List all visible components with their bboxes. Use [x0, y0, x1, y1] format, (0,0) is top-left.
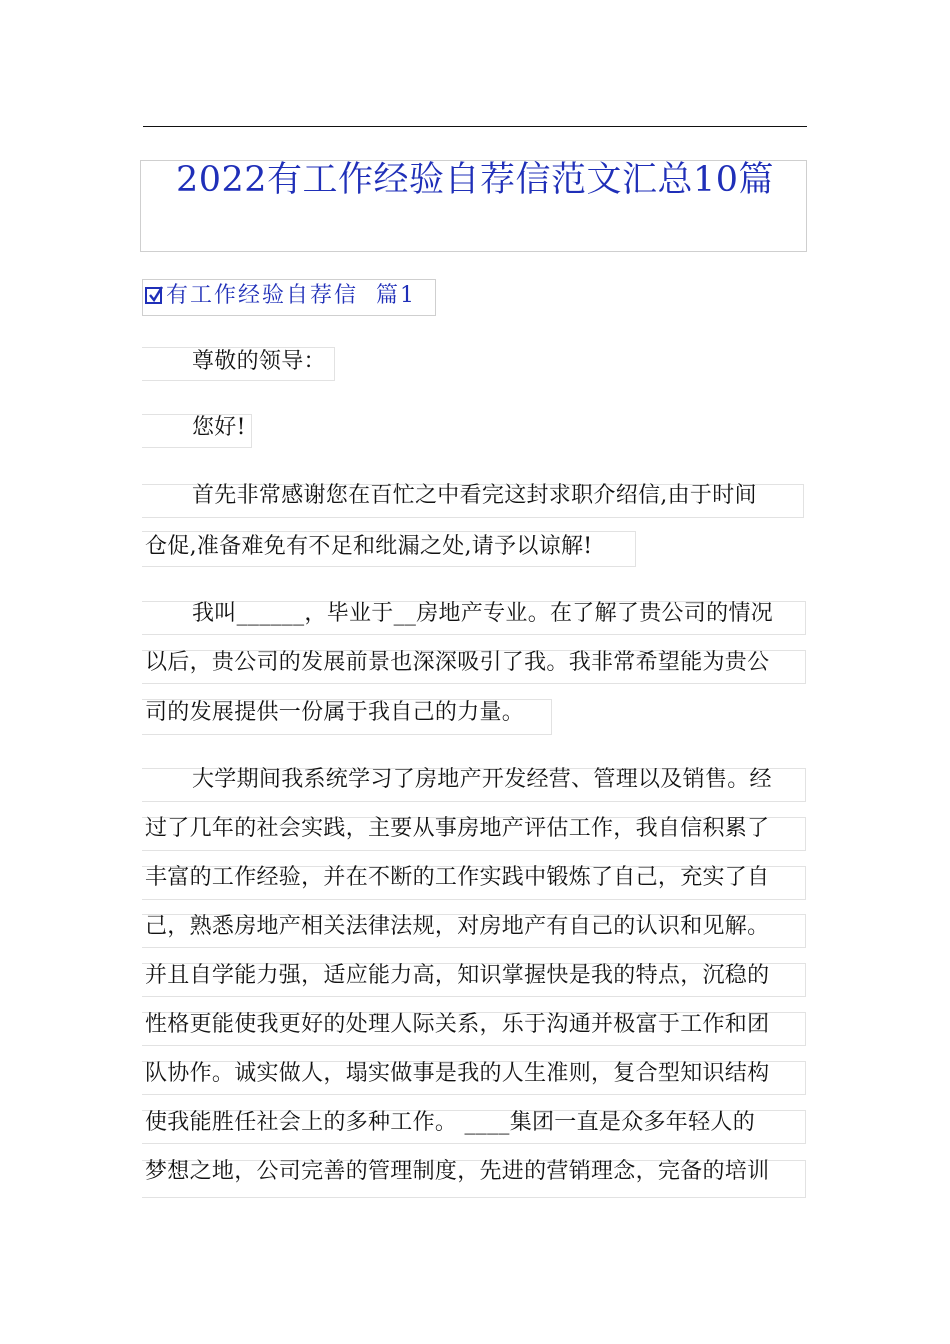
section-heading: 有工作经验自荐信 篇1 [166, 283, 416, 308]
salutation: 尊敬的领导： [192, 349, 326, 374]
paragraph-3-line: 丰富的工作经验，并在不断的工作实践中锻炼了自己，充实了自 [145, 865, 770, 890]
paragraph-3-line: 并且自学能力强，适应能力高，知识掌握快是我的特点，沉稳的 [145, 963, 770, 988]
paragraph-1-line: 仓促,准备难免有不足和纰漏之处,请予以谅解! [145, 534, 593, 559]
checkbox-checked-icon [145, 287, 162, 304]
paragraph-3-line: 梦想之地，公司完善的管理制度，先进的营销理念，完备的培训 [145, 1159, 770, 1184]
paragraph-3-line: 大学期间我系统学习了房地产开发经营、管理以及销售。经 [192, 767, 772, 792]
greeting: 您好! [192, 415, 246, 440]
paragraph-2-line: 我叫______，毕业于__房地产专业。在了解了贵公司的情况 [192, 601, 774, 626]
document-title: 2022有工作经验自荐信范文汇总10篇 [175, 160, 775, 200]
paragraph-3-line: 队协作。诚实做人，塌实做事是我的人生准则，复合型知识结构 [145, 1061, 770, 1086]
paragraph-1-line: 首先非常感谢您在百忙之中看完这封求职介绍信,由于时间 [192, 483, 757, 508]
header-rule [143, 126, 807, 127]
paragraph-3-line: 使我能胜任社会上的多种工作。 ____集团一直是众多年轻人的 [145, 1110, 755, 1135]
paragraph-2-line: 以后，贵公司的发展前景也深深吸引了我。我非常希望能为贵公 [145, 650, 770, 675]
paragraph-3-line: 己，熟悉房地产相关法律法规，对房地产有自己的认识和见解。 [145, 914, 770, 939]
paragraph-2-line: 司的发展提供一份属于我自己的力量。 [145, 700, 525, 725]
paragraph-3-line: 性格更能使我更好的处理人际关系，乐于沟通并极富于工作和团 [145, 1012, 770, 1037]
paragraph-3-line: 过了几年的社会实践，主要从事房地产评估工作，我自信积累了 [145, 816, 770, 841]
